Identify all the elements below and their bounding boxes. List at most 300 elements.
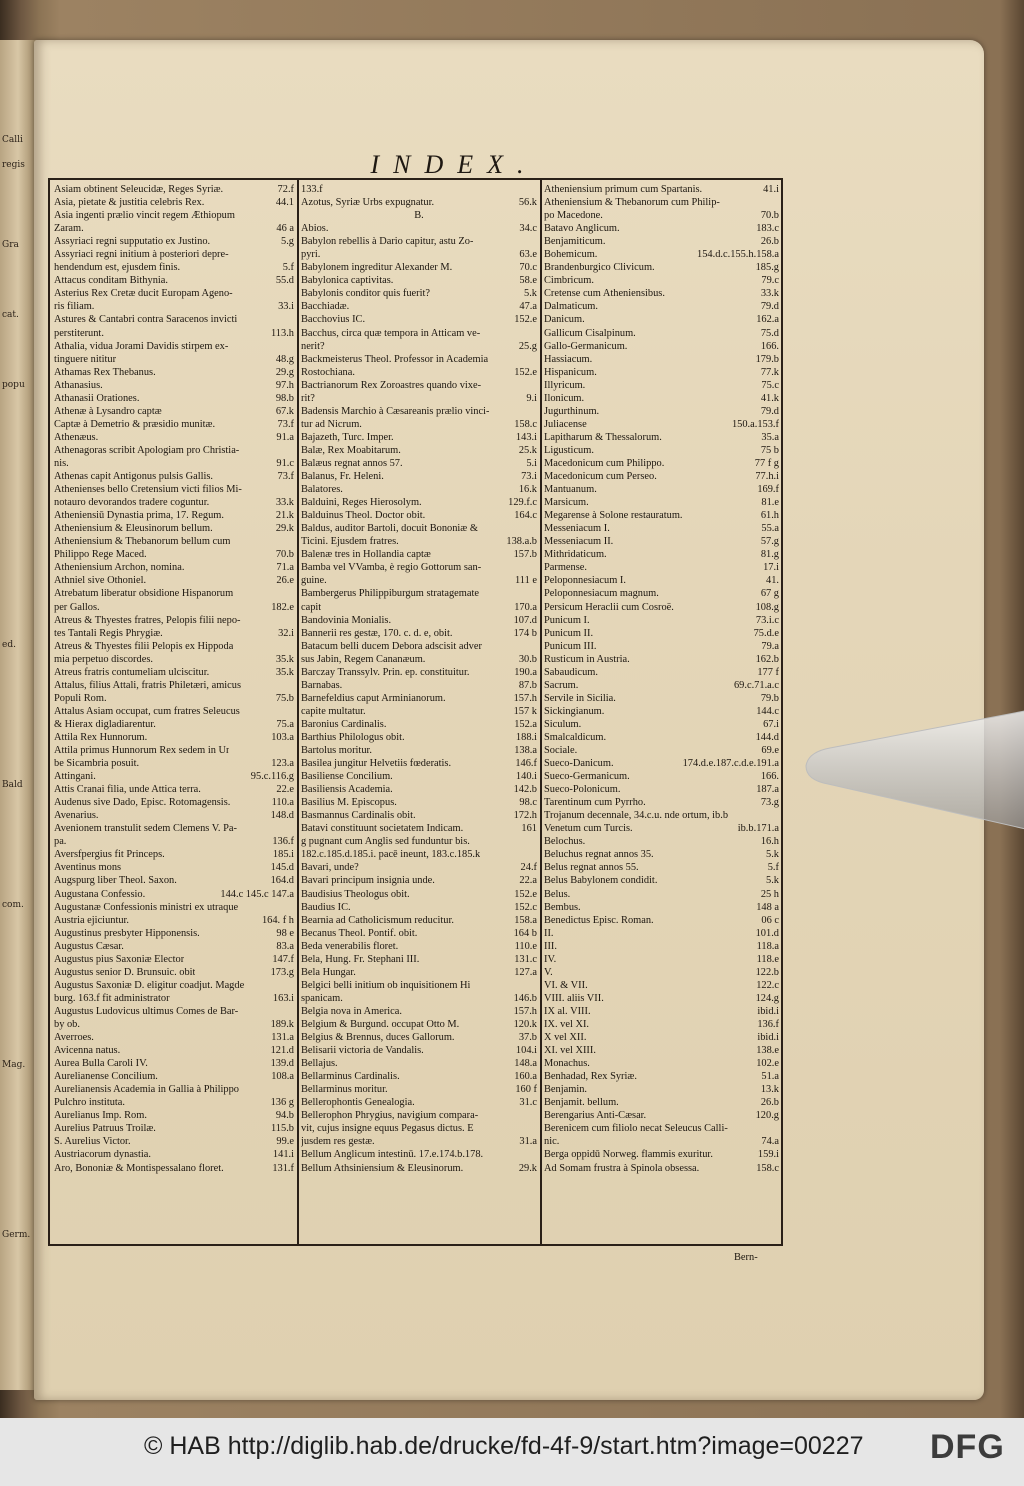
index-entry [52,300,296,313]
index-entry-reference: 146.f [515,758,537,770]
index-entry [542,653,781,666]
index-entry-reference: 13.k [760,1084,779,1096]
index-entry-text: Sueco-Polonicum. [544,784,621,796]
index-entry-text: Sociale. [544,745,578,757]
index-entry-text: Benjamiticum. [544,236,606,248]
index-entry [299,966,539,979]
facing-page-fragment: popu [2,380,25,390]
index-entry-text: Sickingianum. [544,705,605,717]
index-entry-text: Sabaudicum. [544,666,598,678]
index-entry-text: Asiam obtinent Seleucidæ, Reges Syriæ. [54,184,224,195]
index-entry [52,927,296,940]
index-entry-text: Belgia nova in America. [301,1005,402,1017]
index-entry [52,274,296,287]
index-entry-reference: 120.k [513,1019,537,1030]
index-entry [542,444,781,457]
index-entry-text: Aversfpergius fit Princeps. [54,849,165,861]
index-entry-text: Gallo-Germanicum. [544,340,628,352]
index-entry [542,1031,781,1044]
index-entry-text: S. Aurelius Victor. [54,1136,131,1148]
index-entry [52,535,296,548]
index-entry [542,300,781,313]
index-entry-reference: 136 g [270,1097,294,1109]
index-entry-text: Austriacorum dynastia. [54,1149,151,1161]
index-entry-text: Balduini, Reges Hierosolym. [301,497,422,509]
index-entry-text: Baronius Cardinalis. [301,718,387,730]
index-entry-text: Sacrum. [544,679,579,691]
index-entry-reference: 190.a [514,666,537,678]
index-entry [542,457,781,470]
index-entry [542,366,781,379]
index-entry-reference: 35.a [761,431,779,443]
index-entry-text: spanicam. [301,992,343,1004]
index-entry-text: Messeniacum II. [544,536,614,548]
index-entry-text: Atheniensium & Eleusinorum bellum. [54,523,213,535]
index-entry-reference: 144.d [755,731,779,743]
index-entry-text: Ad Somam frustra à Spinola obsessa. [544,1162,700,1174]
index-entry-reference: 44.1 [275,197,294,209]
index-entry [52,183,296,196]
index-entry [52,418,296,431]
index-entry-text: Sueco-Danicum. [544,758,614,770]
index-entry-text: Zaram. [54,223,84,235]
index-entry-reference: 152.a [514,718,537,730]
facing-page-fragment: Mag. [2,1060,26,1070]
index-entry-reference: 26.b [760,236,779,248]
index-entry [299,535,539,548]
index-entry [52,222,296,235]
index-entry-text: Bavari principum insignia unde. [301,875,435,887]
index-entry [542,1109,781,1122]
index-entry-reference: 31.a [519,1136,537,1148]
index-entry [299,992,539,1005]
index-entry-text: Bactrianorum Rex Zoroastres quando vixe- [301,379,482,391]
index-entry [542,535,781,548]
index-entry-reference: 138.a [514,745,537,757]
index-entry [52,992,296,1005]
index-entry-text: Bandovinia Monialis. [301,614,392,626]
index-entry [542,627,781,640]
index-entry [299,587,539,600]
index-entry-text: Avenionem transtulit sedem Clemens V. Pa- [54,823,237,835]
index-entry-text: Macedonicum cum Philippo. [544,457,665,469]
index-entry-reference: 183.c [756,223,779,235]
index-entry [299,953,539,966]
index-entry-reference: 185.g [755,262,779,274]
index-entry-text: Attila primus Hunnorum Rex sedem in Ur [54,745,230,757]
index-entry [52,196,296,209]
index-column-2 [299,183,539,1175]
index-entry [542,874,781,887]
index-entry-reference: 104.i [515,1045,537,1057]
index-entry [299,653,539,666]
index-entry-text: tur ad Nicrum. [301,418,362,430]
index-entry-reference: 41.i [763,184,779,195]
index-entry [542,1018,781,1031]
index-entry-text: Azotus, Syriæ Urbs expugnatur. [301,197,435,209]
index-entry [299,353,539,366]
index-entry-reference: 57.g [760,536,779,548]
index-entry-reference: 26.b [760,1097,779,1109]
index-entry-text: VI. & VII. [544,979,588,991]
index-entry-text: Augustus pius Saxoniæ Elector [54,953,185,965]
index-entry-reference: 169.f [757,484,779,496]
index-entry-text: Babylonem ingreditur Alexander M. [301,262,453,274]
index-entry-reference: 55.d [275,275,294,287]
index-entry [299,248,539,261]
index-entry [542,1070,781,1083]
index-entry-reference: 164.d [270,875,294,887]
index-entry-reference: 166. [760,340,779,352]
index-entry-text: Avicenna natus. [54,1045,121,1057]
index-entry-reference: 102.e [756,1058,779,1070]
index-entry-text: Balduinus Theol. Doctor obit. [301,510,426,522]
index-entry [542,731,781,744]
index-entry [52,561,296,574]
index-entry [299,300,539,313]
index-entry-reference: 25.g [518,340,537,352]
index-entry-reference: 37.b [518,1032,537,1044]
index-entry-reference: 148 a [756,901,779,913]
index-entry-text: Aurelianensis Academia in Gallia à Philippo [54,1084,239,1096]
index-entry-reference: 5.f [767,862,779,874]
index-entry [299,1083,539,1096]
index-entry [299,1005,539,1018]
index-entry-reference: 131.c [514,953,537,965]
index-entry-reference: 22.a [519,875,537,887]
index-entry-text: Mantuanum. [544,484,597,496]
index-entry-text: Bajazeth, Turc. Imper. [301,431,394,443]
index-entry-text: Servile in Sicilia. [544,692,616,704]
index-entry [52,287,296,300]
index-entry-reference: 70.c [519,262,537,274]
index-entry-text: Sueco-Germanicum. [544,771,630,783]
index-entry-text: hendendum est, ejusdem finis. [54,262,181,274]
index-entry-text: Atreus & Thyestes filii Pelopis ex Hippoda [54,640,234,652]
index-entry-text: IX. vel XI. [544,1019,590,1030]
index-entry-text: Bela, Hung. Fr. Stephani III. [301,953,420,965]
index-entry-text: Augspurg liber Theol. Saxon. [54,875,177,887]
index-entry-reference: 157.h [513,1005,537,1017]
index-entry-reference: 160.a [514,1071,537,1083]
index-entry-reference: 73.g [760,797,779,809]
index-entry [542,353,781,366]
index-entry-text: Asterius Rex Cretæ ducit Europam Ageno- [54,288,233,300]
index-entry [52,313,296,326]
index-entry [52,248,296,261]
index-entry [52,431,296,444]
index-entry-text: Basilea jungitur Helvetiis fœderatis. [301,758,452,770]
index-entry-reference: 79.c [761,275,779,287]
index-entry-reference: 158.a [514,914,537,926]
index-entry-text: Augustinus presbyter Hipponensis. [54,927,200,939]
index-entry-text: Belgius & Brennus, duces Gallorum. [301,1032,455,1044]
index-entry [52,979,296,992]
index-entry-text: Danicum. [544,314,585,326]
index-entry-text: Augustus Saxoniæ D. eligitur coadjut. Magde [54,979,245,991]
index-entry-text: Parmense. [544,562,587,574]
index-entry-text: Attila Rex Hunnorum. [54,731,148,743]
index-entry-reference: 174.d.e.187.c.d.e.191.a [682,758,779,770]
index-entry [542,770,781,783]
index-entry [299,601,539,614]
index-entry-reference: 75.c [761,379,779,391]
index-entry-text: Illyricum. [544,379,586,391]
index-entry [52,861,296,874]
index-entry-reference: 83.a [276,940,294,952]
index-entry-text: Austria ejiciuntur. [54,914,130,926]
index-entry-text: Cretense cum Atheniensibus. [544,288,665,300]
index-entry-text: Bellum Anglicum intestinū. 17.e.174.b.178. [301,1149,484,1161]
index-entry [542,1148,781,1161]
index-entry [299,940,539,953]
index-entry-reference: 98 e [276,927,294,939]
index-entry [52,574,296,587]
index-entry-reference: 162.b [755,653,779,665]
index-entry-text: Bellerophon Phrygius, navigium compara- [301,1110,479,1122]
index-entry [299,222,539,235]
index-entry-reference: 75.b [275,692,294,704]
index-entry-reference: 166. [760,771,779,783]
index-entry-reference: 95.c.116.g [250,771,294,783]
facing-page-fragment: Calli [2,135,23,145]
index-entry-reference: 73.i.c [755,614,779,626]
index-entry-reference: 30.b [518,653,537,665]
index-entry-reference: 63.e [519,249,537,261]
index-entry [52,835,296,848]
index-entry-text: Philippo Rege Maced. [54,549,147,561]
index-entry [52,940,296,953]
index-entry [542,209,781,222]
index-entry [299,444,539,457]
index-entry-reference: 164 b [513,927,537,939]
index-entry [52,770,296,783]
index-entry [542,640,781,653]
index-entry-reference: 164. f h [261,914,294,926]
index-entry-reference: 5.f [282,262,294,274]
index-entry [299,979,539,992]
index-entry [299,627,539,640]
index-entry [52,874,296,887]
index-entry [299,561,539,574]
index-entry-text: Belochus. [544,836,586,848]
index-entry [299,327,539,340]
index-entry [542,901,781,914]
index-entry [542,1162,781,1175]
index-entry-reference: 127.a [514,966,537,978]
index-entry [52,509,296,522]
index-entry-reference: 138.a.b [506,536,537,548]
index-entry-text: Badensis Marchio à Cæsareanis prælio vinci- [301,405,490,417]
index-entry [52,822,296,835]
index-entry-text: Barnabas. [301,679,343,691]
index-entry-text: Bartolus moritur. [301,745,372,757]
index-entry-text: Babylon rebellis à Dario capitur, astu Zo- [301,236,474,248]
index-entry-reference: 67 g [760,588,779,600]
index-entry [52,601,296,614]
index-entry [299,614,539,627]
index-entry [52,1109,296,1122]
index-entry [299,901,539,914]
index-entry-text: Tarentinum cum Pyrrho. [544,797,646,809]
index-entry-text: Bellerophontis Genealogia. [301,1097,415,1109]
index-entry-reference: 118.e [756,953,779,965]
index-entry-reference: 118.a [756,940,779,952]
index-entry-text: Gallicum Cisalpinum. [544,327,636,339]
index-entry-text: Aurelius Patruus Troilæ. [54,1123,156,1135]
index-entry-text: Becanus Theol. Pontif. obit. [301,927,418,939]
index-entry [299,757,539,770]
index-entry [299,392,539,405]
index-entry [542,418,781,431]
index-entry-reference: 143.i [515,431,537,443]
index-entry-reference: 124.g [755,992,779,1004]
index-entry-reference: 9.i [526,392,537,404]
index-entry [52,327,296,340]
index-entry-reference: 5.k [524,288,537,300]
facing-page-fragment: com. [2,900,24,910]
index-entry [542,340,781,353]
index-entry [542,327,781,340]
index-entry [542,392,781,405]
index-entry-text: Atreus & Thyestes fratres, Pelopis filii nepo- [54,614,241,626]
index-entry [52,783,296,796]
index-entry [52,744,296,757]
index-entry [542,1044,781,1057]
index-entry [542,848,781,861]
index-entry-reference: 179.b [755,353,779,365]
index-entry [299,287,539,300]
index-entry-text: Megarense à Solone restauratum. [544,510,683,522]
index-entry-reference: 115.b [271,1123,294,1135]
index-entry [299,888,539,901]
index-entry-text: Baudisius Theologus obit. [301,888,410,900]
index-entry [52,1162,296,1175]
index-entry [542,614,781,627]
index-entry-reference: 170.a [514,601,537,613]
index-entry [299,796,539,809]
index-entry-text: Benjamit. bellum. [544,1097,619,1109]
index-entry [299,1057,539,1070]
index-entry-reference: 152.e [514,888,537,900]
index-entry-reference: 157.b [513,549,537,561]
index-entry-text: Barczay Transsylv. Prin. ep. constituitur. [301,666,470,678]
index-entry-text: III. [544,940,557,952]
index-entry-reference: 162.a [756,314,779,326]
index-entry [542,313,781,326]
index-entry [52,1135,296,1148]
index-entry-reference: 145.d [270,862,294,874]
index-entry [299,679,539,692]
index-entry-text: Belus. [544,888,571,900]
index-entry [542,940,781,953]
index-entry-reference: 91.c [276,457,294,469]
index-entry-text: Asia ingenti prælio vincit regem Æthiopum [54,210,235,222]
index-entry [542,927,781,940]
index-entry [542,601,781,614]
index-entry-text: Pulchro instituta. [54,1097,125,1109]
index-entry-text: Athanasius. [54,379,103,391]
index-entry-text: Aro, Bononiæ & Montispessalano floret. [54,1162,224,1174]
index-entry [542,783,781,796]
index-entry [299,874,539,887]
index-entry [52,627,296,640]
index-entry-reference: 161 [521,823,537,835]
index-entry-reference: 69.e [761,745,779,757]
index-entry-text: VIII. aliis VII. [544,992,604,1004]
index-entry [52,1018,296,1031]
index-entry-reference: 138.e [756,1045,779,1057]
index-entry-text: Balatores. [301,484,343,496]
index-entry [52,483,296,496]
index-entry-text: be Sicambria posuit. [54,758,140,770]
index-entry-reference: 55.a [761,523,779,535]
index-entry-text: Bellarminus moritur. [301,1084,388,1096]
index-entry-reference: 77.h.i [755,471,779,483]
index-entry-reference: 113.h [271,327,294,339]
index-entry-text: guine. [301,575,327,587]
index-entry [299,548,539,561]
index-entry [52,679,296,692]
index-entry-text: Augustus senior D. Brunsuic. obit [54,966,196,978]
index-entry-reference: 16.h [760,836,779,848]
index-entry-reference: 140.i [515,771,537,783]
index-entry-reference: 110.a [271,797,294,809]
index-entry-text: Athenagoras scribit Apologiam pro Christia- [54,444,240,456]
index-entry-text: Belgium & Burgund. occupat Otto M. [301,1019,460,1030]
index-entry-reference: 81.e [761,497,779,509]
index-entry [542,222,781,235]
index-entry [52,953,296,966]
index-entry-reference: 73.f [277,418,294,430]
index-entry-text: Athanasii Orationes. [54,392,140,404]
index-entry-reference: 121.d [270,1045,294,1057]
index-entry-reference: 41.k [760,392,779,404]
index-entry [52,796,296,809]
index-entry-reference: 148.a [514,1058,537,1070]
index-entry-reference: 131.a [271,1032,294,1044]
index-entry-text: Backmeisterus Theol. Professor in Academia [301,353,489,365]
index-entry-text: burg. 163.f fit administrator [54,992,170,1004]
index-entry-reference: 73.f [277,471,294,483]
index-entry-text: Cimbricum. [544,275,594,287]
index-entry-reference: 152.e [514,314,537,326]
index-entry-reference: 122.b [755,966,779,978]
index-entry-text: Asia, pietate & justitia celebris Rex. [54,197,205,209]
index-entry-reference: 33.k [275,497,294,509]
index-entry [52,1057,296,1070]
footer-credit[interactable]: © HAB http://diglib.hab.de/drucke/fd-4f-9/start.htm?image=00227 [144,1432,864,1460]
index-entry [542,1057,781,1070]
index-entry-text: capite multatur. [301,705,366,717]
index-entry-reference: 26.e [276,575,294,587]
index-entry-text: sus Jabin, Regem Cananæum. [301,653,426,665]
index-entry-text: Belus regnat annos 55. [544,862,639,874]
index-entry-reference: 164.c [514,510,537,522]
index-entry [542,835,781,848]
index-entry-text: Athenæ à Lysandro captæ [54,405,162,417]
index-entry-reference: 5.k [766,875,779,887]
index-entry [299,457,539,470]
index-entry-reference: 17.i [763,562,779,574]
index-entry [52,705,296,718]
index-entry-text: Ligusticum. [544,444,594,456]
index-entry-text: IV. [544,953,557,965]
index-entry-reference: 29.g [275,366,294,378]
index-entry-reference: 67.i [763,718,779,730]
index-entry [542,953,781,966]
index-entry-text: Atheniensium & Thebanorum bellum cum [54,536,231,548]
